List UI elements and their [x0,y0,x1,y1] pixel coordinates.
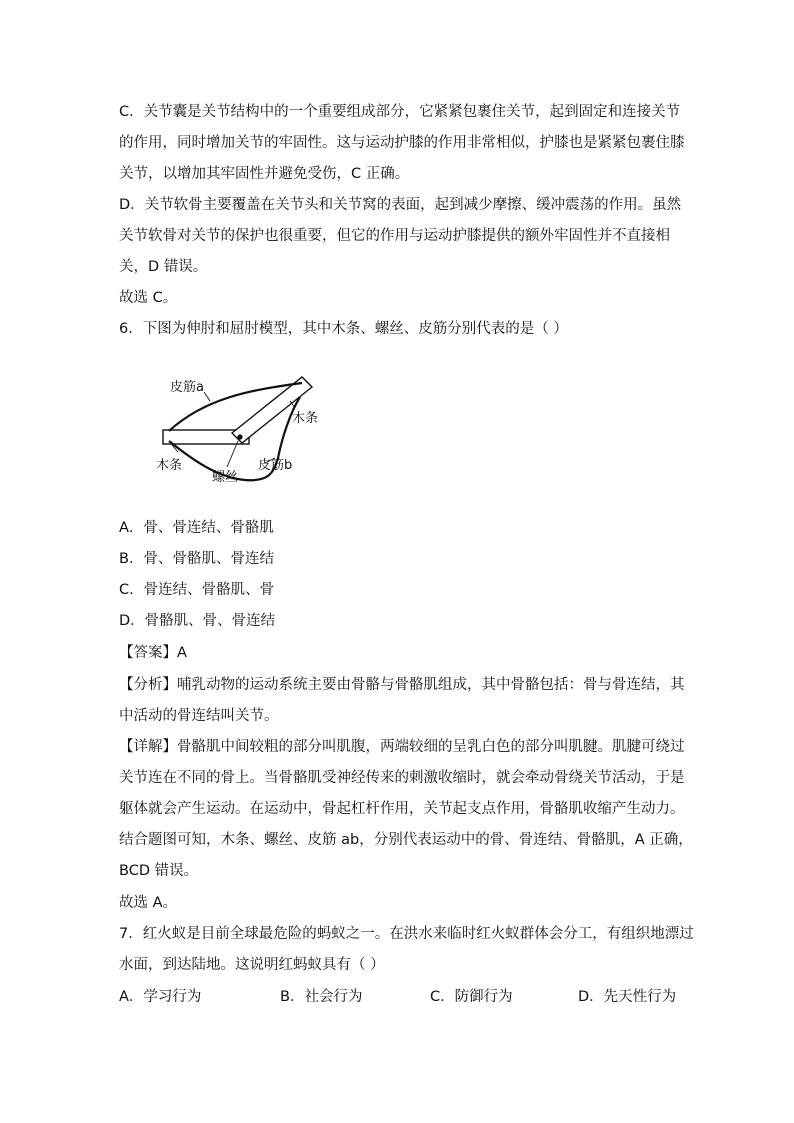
question-6-detail-line-4: 结合题图可知，木条、螺丝、皮筋 ab，分别代表运动中的骨、骨连结、骨骼肌，A 正确， [119,832,693,848]
question-6-detail-line-5: BCD 错误。 [119,863,199,879]
question-6-answer: 【答案】A [119,645,187,661]
band-a-leader [204,392,210,401]
label-band-b: 皮筋b [258,458,293,473]
paragraph-d-line-3: 关，D 错误。 [119,259,208,275]
question-6-detail-line-3: 躯体就会产生运动。在运动中，骨起杠杆作用，关节起支点作用，骨骼肌收缩产生动力。 [119,801,685,817]
paragraph-c-line-3: 关节，以增加其牢固性并避免受伤，C 正确。 [119,166,410,182]
question-6-stem: 6．下图为伸肘和屈肘模型，其中木条、螺丝、皮筋分别代表的是（ ） [119,321,568,337]
question-6-analysis-line-1: 【分析】哺乳动物的运动系统主要由骨骼与骨骼肌组成，其中骨骼包括：骨与骨连结，其 [119,677,685,693]
label-screw: 螺丝 [212,470,239,485]
question-7-stem-line-1: 7．红火蚁是目前全球最危险的蚂蚁之一。在洪水来临时红火蚁群体会分工，有组织地漂过 [119,926,694,942]
paragraph-c-line-2: 的作用，同时增加关节的牢固性。这与运动护膝的作用非常相似，护膝也是紧紧包裹住膝 [119,135,685,151]
paragraph-d-line-2: 关节软骨对关节的保护也很重要，但它的作用与运动护膝提供的额外牢固性并不直接相 [119,228,670,244]
question-7-stem-line-2: 水面，到达陆地。这说明红蚂蚁具有（ ） [119,957,385,973]
question-6-detail-line-2: 关节连在不同的骨上。当骨骼肌受神经传来的刺激收缩时，就会牵动骨绕关节活动，于是 [119,770,685,786]
question-7-option-b: B．社会行为 [280,989,363,1005]
question-6-option-d: D．骨骼肌、骨、骨连结 [119,613,276,629]
label-band-a: 皮筋a [170,380,204,395]
question-6-analysis-line-2: 中活动的骨连结叫关节。 [119,708,279,724]
screw-leader [227,441,238,467]
question-6-option-c: C．骨连结、骨骼肌、骨 [119,582,275,598]
question-6-conclusion: 故选 A。 [119,895,178,911]
question-6-option-a: A．骨、骨连结、骨骼肌 [119,520,274,536]
question-7-option-c: C．防御行为 [430,989,513,1005]
label-stick-left: 木条 [156,458,183,473]
paragraph-d-line-1: D．关节软骨主要覆盖在关节头和关节窝的表面，起到减少摩擦、缓冲震荡的作用。虽然 [119,197,682,213]
question-7-option-d: D．先天性行为 [578,989,677,1005]
question-6-detail-line-1: 【详解】骨骼肌中间较粗的部分叫肌腹，两端较细的呈乳白色的部分叫肌腱。肌腱可绕过 [119,739,685,755]
label-stick-right: 木条 [292,411,319,426]
question-6-option-b: B．骨、骨骼肌、骨连结 [119,551,274,567]
paragraph-c-line-1: C．关节囊是关节结构中的一个重要组成部分，它紧紧包裹住关节，起到固定和连接关节 [119,104,681,120]
screw-dot [237,434,242,439]
elbow-model-figure [150,368,340,493]
answer-previous: 故选 C。 [119,290,178,306]
question-7-option-a: A．学习行为 [119,989,202,1005]
